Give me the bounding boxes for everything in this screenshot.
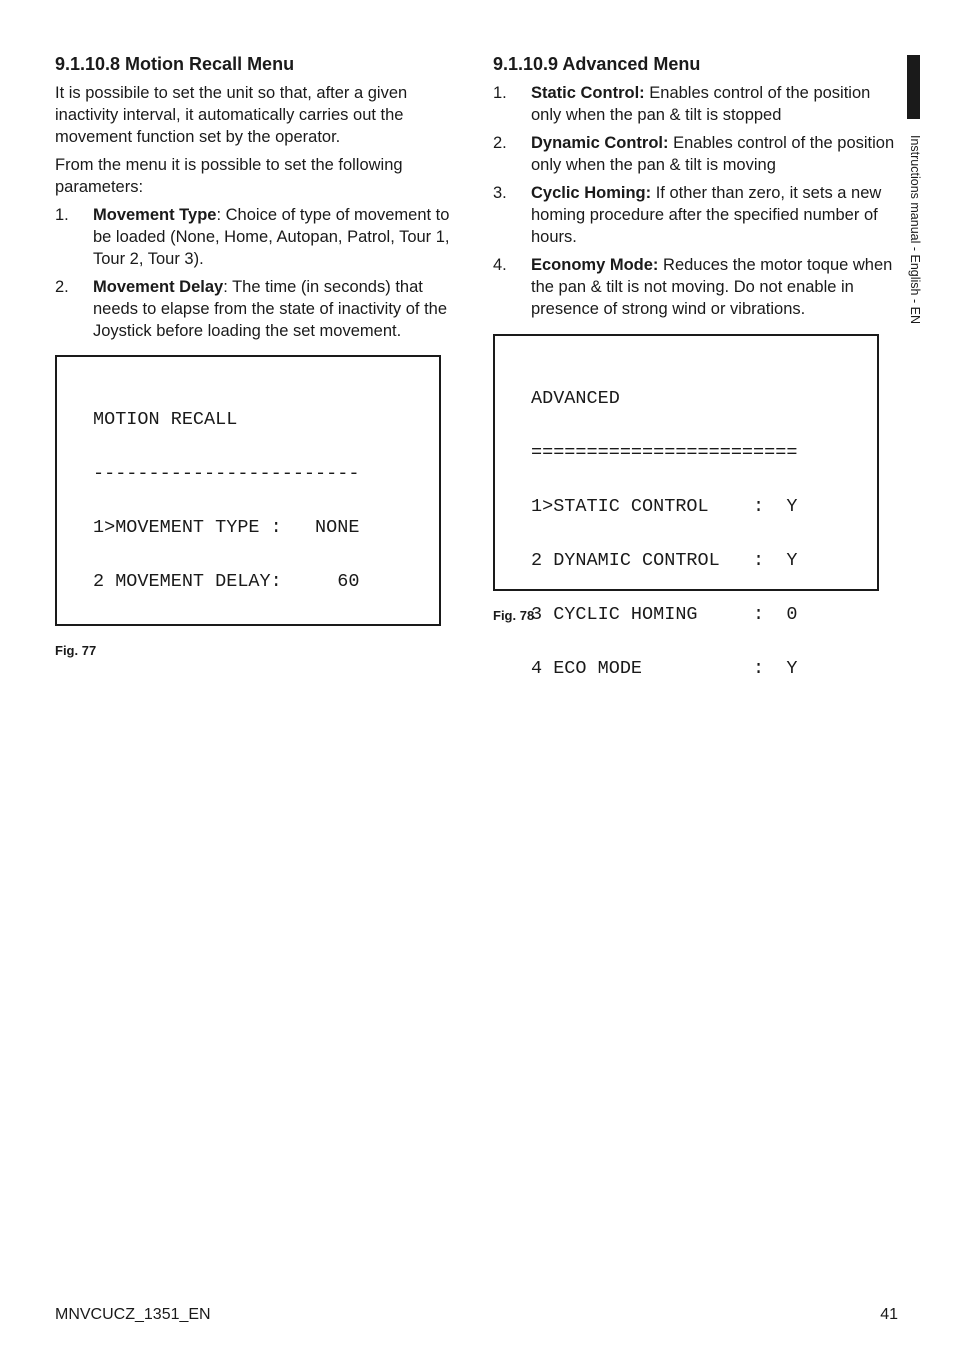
motion-recall-heading: 9.1.10.8 Motion Recall Menu xyxy=(55,54,295,74)
list-item xyxy=(55,204,463,270)
list-item-desc: : The time (in seconds) that needs to elapse from the state of inactivity of the Joystick before loading the set movement. xyxy=(93,278,448,340)
screen-line: ======================== xyxy=(531,442,798,463)
figure-caption-77: Fig. 77 xyxy=(55,643,97,658)
list-item-term: Movement Type xyxy=(93,206,217,224)
list-item-desc: If other than zero, it sets a new homing procedure after the specified number of hours. xyxy=(531,184,882,246)
list-item-number: 1. xyxy=(493,84,507,102)
left-column xyxy=(55,52,463,348)
list-item-number: 1. xyxy=(55,206,69,224)
screen-line: 1>MOVEMENT TYPE : NONE xyxy=(93,517,360,538)
list-item-term: Static Control: xyxy=(531,84,645,102)
motion-recall-screen xyxy=(55,355,441,626)
list-item-number: 2. xyxy=(493,134,507,152)
advanced-menu-list xyxy=(493,82,903,320)
figure-caption-78: Fig. 78 xyxy=(493,608,535,623)
list-item-number: 2. xyxy=(55,278,69,296)
list-item-desc: Reduces the motor toque when the pan & tilt is not moving. Do not enable in presence of strong wind or vibrations. xyxy=(531,256,893,318)
list-item-term: Dynamic Control: xyxy=(531,134,669,152)
list-item-number: 3. xyxy=(493,184,507,202)
document-code: MNVCUCZ_1351_EN xyxy=(55,1306,211,1323)
page-number: 41 xyxy=(880,1306,898,1323)
list-item xyxy=(493,254,903,320)
side-tab-label: Instructions manual - English - EN xyxy=(908,135,922,324)
motion-recall-params-intro: From the menu it is possible to set the following parameters: xyxy=(55,156,403,196)
motion-recall-list xyxy=(55,204,463,342)
advanced-menu-heading: 9.1.10.9 Advanced Menu xyxy=(493,54,701,74)
list-item-term: Cyclic Homing: xyxy=(531,184,652,202)
list-item-desc: Enables control of the position only when the pan & tilt is moving xyxy=(531,134,895,174)
list-item xyxy=(55,276,463,342)
list-item-term: Movement Delay xyxy=(93,278,224,296)
screen-line: 1>STATIC CONTROL : Y xyxy=(531,496,798,517)
side-tab-bar xyxy=(907,55,920,119)
screen-line: 2 MOVEMENT DELAY: 60 xyxy=(93,571,360,592)
list-item-desc: : Choice of type of movement to be loaded (None, Home, Autopan, Patrol, Tour 1, Tour 2, Tour 3). xyxy=(93,206,450,268)
list-item xyxy=(493,82,903,126)
list-item-term: Economy Mode: xyxy=(531,256,659,274)
list-item xyxy=(493,182,903,248)
list-item-number: 4. xyxy=(493,256,507,274)
list-item-desc: Enables control of the position only when the pan & tilt is stopped xyxy=(531,84,871,124)
motion-recall-intro: It is possibile to set the unit so that, after a given inactivity interval, it automatically carries out the movement function set by the operator. xyxy=(55,84,408,146)
list-item xyxy=(493,132,903,176)
screen-line: MOTION RECALL xyxy=(93,409,238,430)
screen-line: ------------------------ xyxy=(93,463,360,484)
screen-line: 3 CYCLIC HOMING : 0 xyxy=(531,604,798,625)
screen-line: ADVANCED xyxy=(531,388,620,409)
screen-line: 2 DYNAMIC CONTROL : Y xyxy=(531,550,798,571)
right-column xyxy=(493,52,903,326)
screen-line: 4 ECO MODE : Y xyxy=(531,658,798,679)
